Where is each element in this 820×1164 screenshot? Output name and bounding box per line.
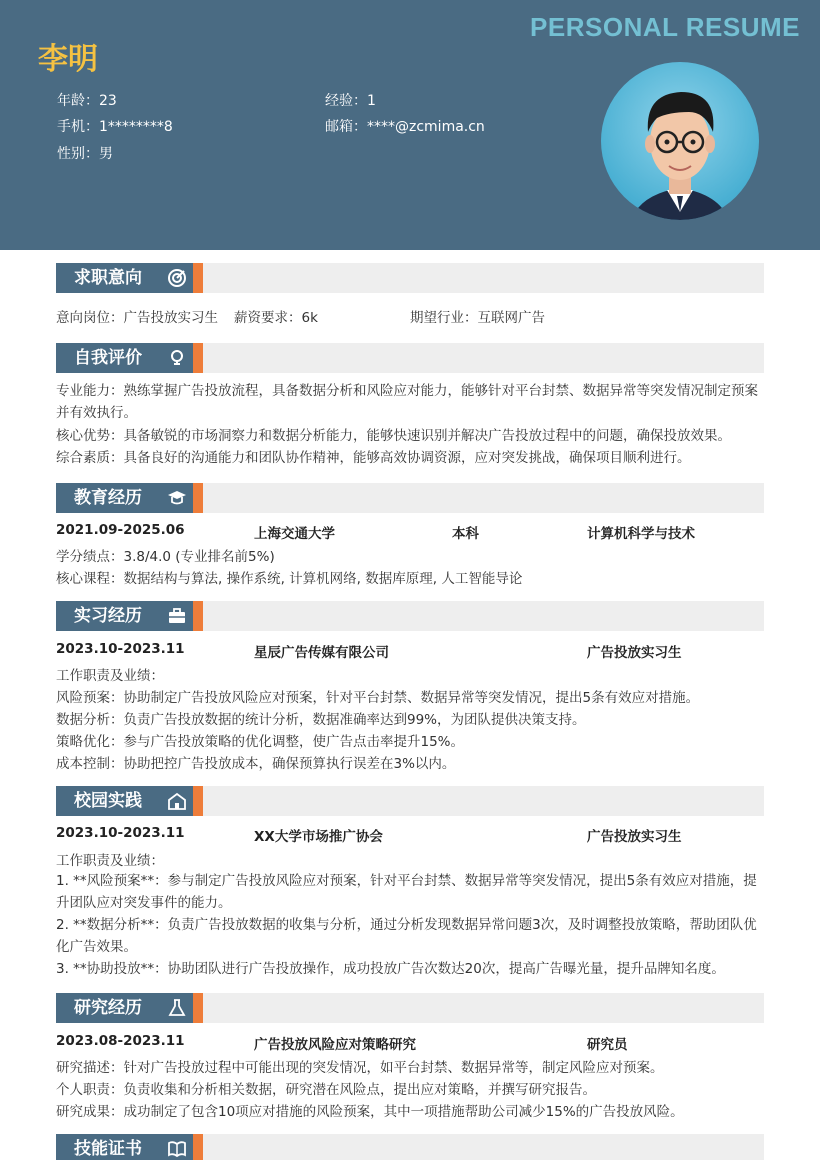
section-header-education (56, 483, 764, 513)
gender: 性别：男 (57, 146, 113, 162)
campus-line: 工作职责及业绩： (56, 853, 164, 869)
section-title: 求职意向 (56, 263, 193, 293)
section-accent (193, 993, 203, 1023)
campus-date: 2023.10-2023.11 (56, 825, 185, 841)
research-line: 研究成果：成功制定了包含10项应对措施的风险预案，其中一项措施帮助公司减少15%的广告投放风险。 (56, 1104, 684, 1120)
campus-line: 3. **协助投放**：协助团队进行广告投放操作，成功投放广告次数达20次，提高广告曝光量，提升品牌知名度。 (56, 961, 725, 977)
education-school: 上海交通大学 (254, 526, 335, 542)
section-title: 校园实践 (56, 786, 193, 816)
section-header-intention (56, 263, 764, 293)
self-eval-line: 核心优势：具备敏锐的市场洞察力和数据分析能力，能够快速识别并解决广告投放过程中的问题，确保投放效果。 (56, 428, 731, 444)
graduation-cap-icon (167, 488, 187, 508)
target-icon (167, 268, 187, 288)
avatar (601, 62, 759, 220)
education-gpa: 学分绩点：3.8/4.0 (专业排名前5%) (56, 549, 275, 565)
internship-role: 广告投放实习生 (587, 645, 682, 661)
intention-industry: 期望行业：互联网广告 (410, 310, 545, 326)
internship-line: 风险预案：协助制定广告投放风险应对预案，针对平台封禁、数据异常等突发情况，提出5条有效应对措施。 (56, 690, 700, 706)
section-header-campus (56, 786, 764, 816)
phone: 手机：1********8 (57, 119, 173, 135)
resume-title: PERSONAL RESUME (530, 12, 800, 42)
section-header-research (56, 993, 764, 1023)
section-title: 实习经历 (56, 601, 193, 631)
email: 邮箱：****@zcmima.cn (325, 119, 485, 135)
section-title: 自我评价 (56, 343, 193, 373)
internship-date: 2023.10-2023.11 (56, 641, 185, 657)
education-degree: 本科 (452, 526, 479, 542)
section-accent (193, 343, 203, 373)
internship-line: 成本控制：协助把控广告投放成本，确保预算执行误差在3%以内。 (56, 756, 456, 772)
section-accent (193, 483, 203, 513)
internship-line: 数据分析：负责广告投放数据的统计分析，数据准确率达到99%，为团队提供决策支持。 (56, 712, 586, 728)
book-icon (167, 1139, 187, 1159)
campus-line: 2. **数据分析**：负责广告投放数据的收集与分析，通过分析发现数据异常问题3次，及时调整投放策略，帮助团队优化广告效果。 (56, 917, 757, 955)
research-project: 广告投放风险应对策略研究 (254, 1037, 416, 1053)
intention-salary: 薪资要求：6k (234, 310, 318, 326)
self-eval-line: 专业能力：熟练掌握广告投放流程，具备数据分析和风险应对能力，能够针对平台封禁、数据异常等突发情况制定预案并有效执行。 (56, 383, 758, 421)
age: 年龄：23 (57, 93, 117, 109)
research-role: 研究员 (587, 1037, 628, 1053)
candidate-name: 李明 (38, 42, 98, 77)
internship-line: 工作职责及业绩： (56, 668, 164, 684)
header-banner (0, 0, 820, 250)
research-line: 研究描述：针对广告投放过程中可能出现的突发情况，如平台封禁、数据异常等，制定风险应对预案。 (56, 1060, 664, 1076)
section-accent (193, 786, 203, 816)
education-courses: 核心课程：数据结构与算法, 操作系统, 计算机网络, 数据库原理, 人工智能导论 (56, 571, 523, 587)
internship-company: 星辰广告传媒有限公司 (254, 645, 389, 661)
flask-icon (167, 998, 187, 1018)
section-accent (193, 601, 203, 631)
self-eval-line: 综合素质：具备良好的沟通能力和团队协作精神，能够高效协调资源，应对突发挑战，确保项目顺利进行。 (56, 450, 691, 466)
campus-org: XX大学市场推广协会 (254, 829, 383, 845)
building-icon (167, 791, 187, 811)
education-date: 2021.09-2025.06 (56, 522, 185, 538)
section-accent (193, 263, 203, 293)
lightbulb-icon (167, 348, 187, 368)
section-title: 技能证书 (56, 1134, 193, 1160)
section-header-skills (56, 1134, 764, 1160)
section-accent (193, 1134, 203, 1160)
section-header-internship (56, 601, 764, 631)
internship-line: 策略优化：参与广告投放策略的优化调整，使广告点击率提升15%。 (56, 734, 465, 750)
campus-role: 广告投放实习生 (587, 829, 682, 845)
intention-position: 意向岗位：广告投放实习生 (56, 310, 218, 326)
section-title: 研究经历 (56, 993, 193, 1023)
experience: 经验：1 (325, 93, 376, 109)
briefcase-icon (167, 606, 187, 626)
education-major: 计算机科学与技术 (587, 526, 695, 542)
section-header-self-eval (56, 343, 764, 373)
research-line: 个人职责：负责收集和分析相关数据，研究潜在风险点，提出应对策略，并撰写研究报告。 (56, 1082, 596, 1098)
campus-line: 1. **风险预案**：参与制定广告投放风险应对预案，针对平台封禁、数据异常等突发情况，提出5条有效应对措施，提升团队应对突发事件的能力。 (56, 873, 757, 911)
section-title: 教育经历 (56, 483, 193, 513)
research-date: 2023.08-2023.11 (56, 1033, 185, 1049)
